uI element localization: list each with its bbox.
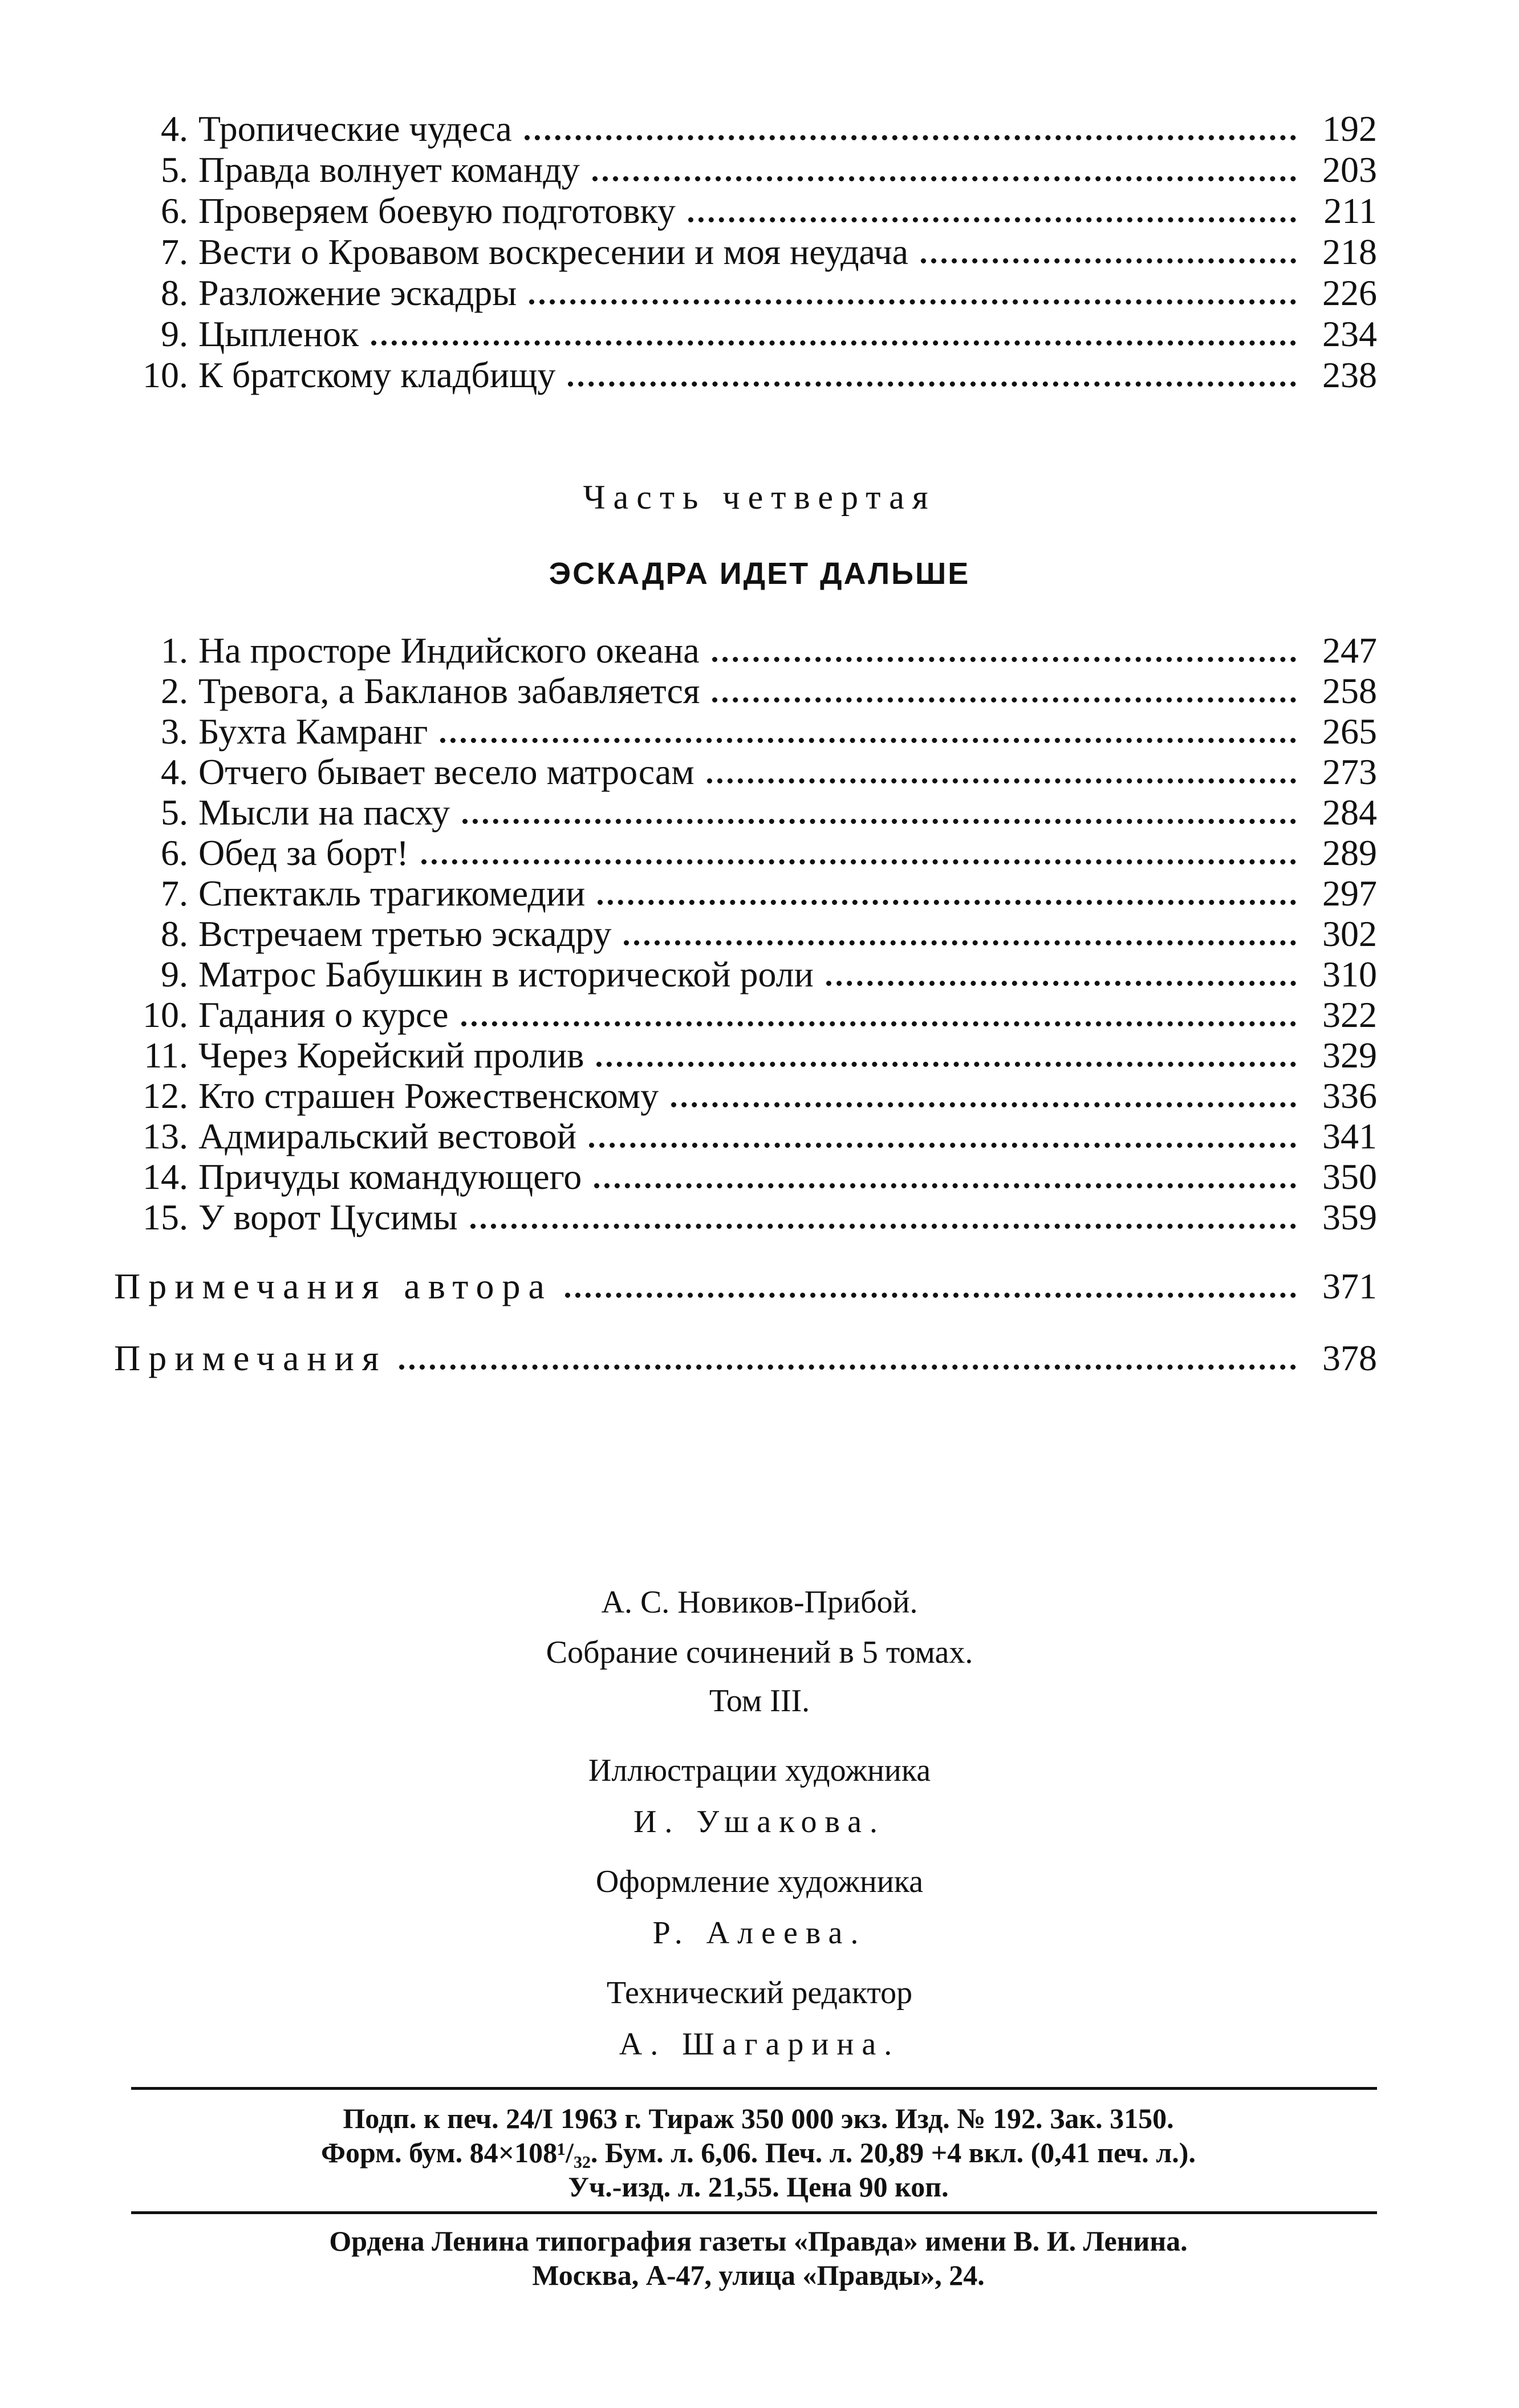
chapter-number: 9. xyxy=(161,314,188,354)
chapter-title: Цыпленок xyxy=(198,314,359,354)
dot-leader xyxy=(598,900,1296,905)
dot-leader xyxy=(592,176,1296,181)
dot-leader xyxy=(421,859,1296,864)
chapter-number: 15. xyxy=(143,1197,188,1237)
page-number: 265 xyxy=(1322,711,1377,752)
chapter-number: 14. xyxy=(143,1156,188,1197)
page-number: 329 xyxy=(1322,1035,1377,1075)
dot-leader xyxy=(921,258,1296,263)
page-number: 341 xyxy=(1322,1116,1377,1156)
dot-leader xyxy=(594,1183,1296,1188)
chapter-title: Матрос Бабушкин в исторической роли xyxy=(198,954,814,994)
page-number: 211 xyxy=(1323,190,1377,231)
chapter-title: Обед за борт! xyxy=(198,833,409,873)
toc-entry xyxy=(114,108,1377,149)
page-number: 258 xyxy=(1322,671,1377,711)
dot-leader xyxy=(525,135,1296,140)
chapter-title: Правда волнует команду xyxy=(198,149,580,190)
chapter-title: Мысли на пасху xyxy=(198,792,450,833)
imprint-line-3: Уч.-изд. л. 21,55. Цена 90 коп. xyxy=(568,2171,949,2203)
toc-entry xyxy=(114,994,1377,1036)
dot-leader xyxy=(440,738,1296,743)
toc-entry xyxy=(114,671,1377,712)
page-number: 302 xyxy=(1322,913,1377,954)
page-number: 359 xyxy=(1322,1197,1377,1237)
colophon-author: А. С. Новиков-Прибой. xyxy=(601,1585,918,1620)
chapter-number: 10. xyxy=(143,994,188,1035)
chapter-title: Тревога, а Бакланов забавляется xyxy=(198,671,700,711)
chapter-title: Причуды командующего xyxy=(198,1156,582,1197)
chapter-title: Через Корейский пролив xyxy=(198,1035,584,1075)
page-number: 350 xyxy=(1322,1156,1377,1197)
divider-rule xyxy=(131,2087,1377,2090)
chapter-number: 5. xyxy=(161,149,188,190)
dot-leader xyxy=(596,1062,1296,1067)
chapter-number: 6. xyxy=(161,833,188,873)
printer-line-1: Ордена Ленина типография газеты «Правда» имени В. И. Ленина. xyxy=(329,2225,1188,2257)
toc-entry xyxy=(114,1197,1377,1238)
chapter-number: 2. xyxy=(161,671,188,711)
toc-entry xyxy=(114,833,1377,874)
chapter-number: 11. xyxy=(144,1035,188,1075)
printer-line-2: Москва, А-47, улица «Правды», 24. xyxy=(532,2259,985,2291)
chapter-number: 10. xyxy=(143,355,188,395)
chapter-title: Гадания о курсе xyxy=(198,994,449,1035)
page-number: 273 xyxy=(1322,752,1377,792)
chapter-number: 3. xyxy=(161,711,188,752)
chapter-title: Отчего бывает весело матросам xyxy=(198,752,694,792)
page-number: 310 xyxy=(1322,954,1377,994)
chapter-title: Проверяем боевую подготовку xyxy=(198,190,676,231)
toc-entry xyxy=(114,355,1377,396)
toc-entry xyxy=(114,1035,1377,1076)
chapter-title: К братскому кладбищу xyxy=(198,355,556,395)
dot-leader xyxy=(712,697,1296,702)
dot-leader xyxy=(529,299,1296,304)
toc-entry xyxy=(114,630,1377,671)
toc-entry xyxy=(114,913,1377,955)
toc-entry xyxy=(114,232,1377,273)
notes-title: Примечания автора xyxy=(114,1266,553,1306)
part-heading: Часть четвертая xyxy=(583,478,936,516)
chapter-number: 6. xyxy=(161,190,188,231)
toc-entry xyxy=(114,273,1377,314)
toc-entry-author-notes xyxy=(114,1266,1377,1307)
page-number: 234 xyxy=(1322,314,1377,354)
dot-leader xyxy=(624,940,1296,945)
page-number: 284 xyxy=(1322,792,1377,833)
chapter-number: 4. xyxy=(161,752,188,792)
dot-leader xyxy=(461,1021,1297,1026)
chapter-title: На просторе Индийского океана xyxy=(198,630,700,671)
dot-leader xyxy=(399,1365,1296,1370)
toc-entry xyxy=(114,873,1377,914)
page-number: 247 xyxy=(1322,630,1377,671)
toc-entry xyxy=(114,190,1377,232)
colophon-illustrator: И. Ушакова. xyxy=(633,1804,886,1839)
toc-entry xyxy=(114,792,1377,833)
page-number: 378 xyxy=(1322,1338,1377,1378)
imprint-line-2: Форм. бум. 84×108¹/₃₂. Бум. л. 6,06. Печ. л. 20,89 +4 вкл. (0,41 печ. л.). xyxy=(321,2137,1196,2169)
dot-leader xyxy=(707,778,1296,783)
toc-entry xyxy=(114,149,1377,190)
chapter-number: 5. xyxy=(161,792,188,833)
chapter-title: Кто страшен Рожественскому xyxy=(198,1075,659,1116)
dot-leader xyxy=(671,1102,1296,1107)
page-number: 297 xyxy=(1322,873,1377,913)
toc-entry xyxy=(114,1075,1377,1116)
colophon-design-label: Оформление художника xyxy=(595,1864,924,1899)
dot-leader xyxy=(565,1293,1296,1298)
dot-leader xyxy=(826,981,1296,986)
chapter-number: 4. xyxy=(161,108,188,149)
dot-leader xyxy=(688,217,1296,222)
colophon-volume: Том III. xyxy=(709,1683,810,1719)
chapter-number: 13. xyxy=(143,1116,188,1156)
chapter-number: 8. xyxy=(161,273,188,313)
dot-leader xyxy=(371,340,1296,346)
toc-entry xyxy=(114,711,1377,752)
chapter-title: Разложение эскадры xyxy=(198,273,517,313)
chapter-number: 7. xyxy=(161,873,188,913)
notes-title: Примечания xyxy=(114,1338,387,1378)
page-number: 218 xyxy=(1322,232,1377,272)
chapter-title: Спектакль трагикомедии xyxy=(198,873,586,913)
page-number: 371 xyxy=(1322,1266,1377,1306)
toc-entry xyxy=(114,1156,1377,1197)
page-number: 203 xyxy=(1322,149,1377,190)
page-number: 192 xyxy=(1322,108,1377,149)
colophon-series: Собрание сочинений в 5 томах. xyxy=(546,1635,973,1670)
colophon-illustrations-label: Иллюстрации художника xyxy=(588,1753,931,1788)
chapter-number: 9. xyxy=(161,954,188,994)
section-heading: ЭСКАДРА ИДЕТ ДАЛЬШЕ xyxy=(549,557,970,591)
chapter-title: Тропические чудеса xyxy=(198,108,512,149)
page-number: 336 xyxy=(1322,1075,1377,1116)
chapter-title: Вести о Кровавом воскресении и моя неудача xyxy=(198,232,909,272)
chapter-number: 7. xyxy=(161,232,188,272)
imprint-line-1: Подп. к печ. 24/I 1963 г. Тираж 350 000 экз. Изд. № 192. Зак. 3150. xyxy=(343,2102,1174,2134)
toc-entry xyxy=(114,1116,1377,1157)
chapter-number: 8. xyxy=(161,913,188,954)
page-number: 226 xyxy=(1322,273,1377,313)
chapter-title: Адмиральский вестовой xyxy=(198,1116,577,1156)
divider-rule xyxy=(131,2211,1377,2214)
chapter-number: 12. xyxy=(143,1075,188,1116)
toc-entry-notes xyxy=(114,1338,1377,1379)
toc-entry xyxy=(114,314,1377,355)
page-number: 289 xyxy=(1322,833,1377,873)
chapter-title: Бухта Камранг xyxy=(198,711,428,752)
page-number: 322 xyxy=(1322,994,1377,1035)
dot-leader xyxy=(462,819,1296,824)
toc-entry xyxy=(114,954,1377,995)
chapter-number: 1. xyxy=(161,630,188,671)
dot-leader xyxy=(470,1224,1296,1229)
chapter-title: У ворот Цусимы xyxy=(198,1197,458,1237)
dot-leader xyxy=(589,1143,1296,1148)
chapter-title: Встречаем третью эскадру xyxy=(198,913,612,954)
toc-entry xyxy=(114,752,1377,793)
dot-leader xyxy=(712,657,1296,662)
dot-leader xyxy=(568,381,1296,387)
page-number: 238 xyxy=(1322,355,1377,395)
colophon-tech-editor: А. Шагарина. xyxy=(619,2027,900,2062)
colophon-tech-editor-label: Технический редактор xyxy=(606,1975,913,2011)
colophon-designer: Р. Алеева. xyxy=(652,1915,867,1951)
